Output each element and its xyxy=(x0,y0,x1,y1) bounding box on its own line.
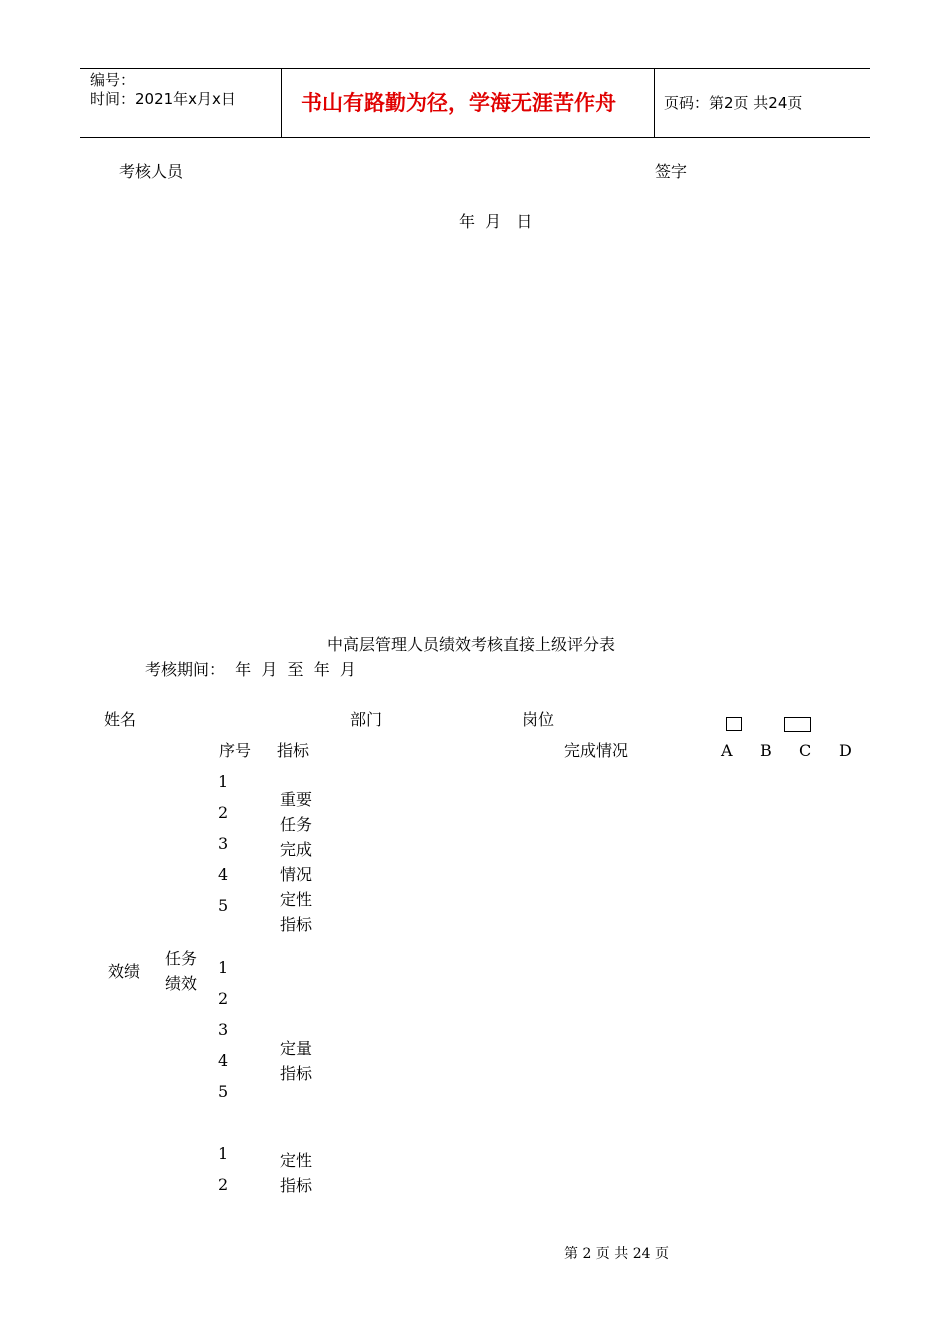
header-divider xyxy=(654,69,655,137)
seq-number: 1 xyxy=(218,1144,229,1163)
grade-c: C xyxy=(799,741,812,760)
seq-number: 5 xyxy=(218,896,229,915)
seq-number: 4 xyxy=(218,1051,229,1070)
form-title: 中高层管理人员绩效考核直接上级评分表 xyxy=(327,635,616,654)
group1-indicator-label: 重要 任务 完成 情况 定性 指标 xyxy=(280,790,313,934)
grade-a: A xyxy=(721,741,733,760)
group3-indicator-label: 定性 指标 xyxy=(280,1151,313,1195)
header-divider xyxy=(281,69,282,137)
seq-number: 1 xyxy=(218,772,229,791)
seq-number: 5 xyxy=(218,1082,229,1101)
grade-d: D xyxy=(839,741,852,760)
sign-label: 签字 xyxy=(655,162,688,181)
seq-number: 4 xyxy=(218,865,229,884)
checkbox[interactable] xyxy=(726,717,742,731)
dept-label: 部门 xyxy=(350,710,383,729)
code-label: 编号： xyxy=(90,71,136,89)
category-sub-line: 绩效 xyxy=(165,974,198,993)
motto: 书山有路勤为径，学海无涯苦作舟 xyxy=(301,91,616,115)
seq-number: 1 xyxy=(218,958,229,977)
page-info: 页码：第2页 共24页 xyxy=(664,94,803,112)
grade-b: B xyxy=(760,741,772,760)
date-label: 年 月 日 xyxy=(459,212,533,231)
col-indicator-header: 指标 xyxy=(277,741,310,760)
category-main: 效绩 xyxy=(108,962,141,981)
seq-number: 3 xyxy=(218,834,229,853)
seq-number: 2 xyxy=(218,989,229,1008)
checkbox[interactable] xyxy=(784,717,811,732)
group2-indicator-label: 定量 指标 xyxy=(280,1039,313,1083)
seq-number: 2 xyxy=(218,1175,229,1194)
seq-number: 2 xyxy=(218,803,229,822)
col-completion-header: 完成情况 xyxy=(564,741,629,760)
reviewer-label: 考核人员 xyxy=(119,162,184,181)
post-label: 岗位 xyxy=(522,710,555,729)
footer-page-number: 第 2 页 共 24 页 xyxy=(564,1246,669,1262)
time-label: 时间：2021年x月x日 xyxy=(90,90,236,108)
name-label: 姓名 xyxy=(104,710,137,729)
category-sub-line: 任务 xyxy=(165,949,198,968)
category-sub xyxy=(165,946,197,996)
col-seq-header: 序号 xyxy=(219,741,252,760)
seq-number: 3 xyxy=(218,1020,229,1039)
period-label: 考核期间： 年 月 至 年 月 xyxy=(145,660,356,679)
